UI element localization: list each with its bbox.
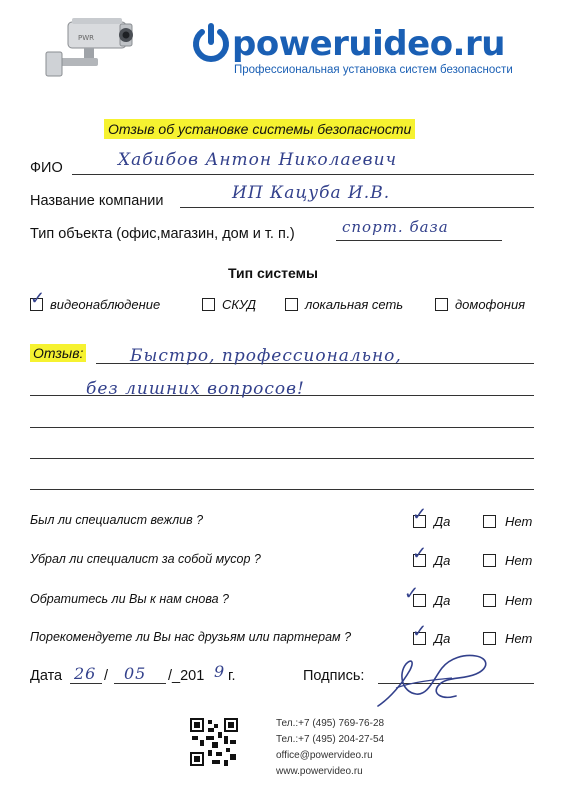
polite-no-label: Нет bbox=[505, 514, 533, 529]
date-label: Дата bbox=[30, 668, 63, 684]
checkbox-polite-no[interactable] bbox=[483, 515, 496, 528]
label-skud: СКУД bbox=[222, 297, 257, 312]
tagline: Профессиональная установка систем безопасности bbox=[234, 64, 513, 76]
label-cctv: видеонаблюдение bbox=[50, 297, 161, 312]
checkbox-cleanup-no[interactable] bbox=[483, 554, 496, 567]
review-text-1[interactable]: Быстро, профессионально, bbox=[130, 346, 402, 366]
question-cleanup: Убрал ли специалист за собой мусор ? bbox=[30, 552, 261, 566]
brand-logo bbox=[190, 22, 505, 66]
cleanup-no-label: Нет bbox=[505, 553, 533, 568]
review-line-3 bbox=[30, 427, 534, 428]
form-title: Отзыв об установке системы безопасности bbox=[104, 119, 415, 139]
signature-scribble[interactable] bbox=[372, 648, 512, 710]
cleanup-yes-label: Да bbox=[434, 553, 451, 568]
company-line bbox=[180, 207, 534, 208]
date-day[interactable]: 26 bbox=[74, 664, 97, 683]
recommend-yes-label: Да bbox=[434, 631, 451, 646]
power-icon bbox=[190, 23, 232, 65]
contact-website[interactable]: www.powervideo.ru bbox=[276, 766, 363, 777]
label-intercom: домофония bbox=[455, 297, 526, 312]
date-sep-2: / bbox=[168, 668, 173, 684]
date-sep-1: / bbox=[104, 668, 109, 684]
label-lan: локальная сеть bbox=[305, 297, 404, 312]
return-no-label: Нет bbox=[505, 593, 533, 608]
checkmark-icon: ✓ bbox=[30, 288, 46, 308]
object-label: Тип объекта (офис,магазин, дом и т. п.) bbox=[30, 226, 295, 242]
date-day-line bbox=[70, 683, 102, 684]
company-label: Название компании bbox=[30, 193, 164, 209]
checkmark-icon: ✓ bbox=[412, 621, 428, 641]
return-yes-label: Да bbox=[434, 593, 451, 608]
system-type-title: Тип системы bbox=[228, 265, 318, 281]
date-month[interactable]: 05 bbox=[124, 664, 147, 683]
company-value[interactable]: ИП Кацуба И.В. bbox=[232, 183, 391, 203]
qr-code-icon bbox=[190, 718, 238, 766]
review-line-5 bbox=[30, 489, 534, 490]
polite-yes-label: Да bbox=[434, 514, 451, 529]
date-suffix: г. bbox=[228, 668, 236, 684]
question-return: Обратитесь ли Вы к нам снова ? bbox=[30, 592, 229, 606]
review-text-2[interactable]: без лишних вопросов! bbox=[86, 379, 305, 399]
cctv-camera-icon bbox=[38, 14, 138, 80]
signature-label: Подпись: bbox=[303, 668, 365, 684]
question-polite: Был ли специалист вежлив ? bbox=[30, 513, 204, 527]
review-line-4 bbox=[30, 458, 534, 459]
checkbox-recommend-no[interactable] bbox=[483, 632, 496, 645]
fio-line bbox=[72, 174, 534, 175]
checkbox-return-no[interactable] bbox=[483, 594, 496, 607]
recommend-no-label: Нет bbox=[505, 631, 533, 646]
svg-text:PWR: PWR bbox=[78, 34, 95, 42]
checkmark-icon: ✓ bbox=[404, 583, 420, 603]
logo-text: poweruideo.ru bbox=[232, 24, 505, 64]
contact-phone-2: Тел.:+7 (495) 204-27-54 bbox=[276, 734, 385, 745]
date-month-line bbox=[114, 683, 166, 684]
object-value[interactable]: спорт. база bbox=[342, 218, 449, 236]
contact-phone-1: Тел.:+7 (495) 769-76-28 bbox=[276, 718, 385, 729]
date-year-digit[interactable]: 9 bbox=[214, 662, 226, 681]
checkbox-skud[interactable] bbox=[202, 298, 215, 311]
contact-email[interactable]: office@powervideo.ru bbox=[276, 750, 373, 761]
checkmark-icon: ✓ bbox=[412, 543, 428, 563]
fio-label: ФИО bbox=[30, 160, 63, 176]
checkmark-icon: ✓ bbox=[412, 504, 428, 524]
checkbox-intercom[interactable] bbox=[435, 298, 448, 311]
object-line bbox=[336, 240, 502, 241]
question-recommend: Порекомендуете ли Вы нас друзьям или партнерам ? bbox=[30, 630, 352, 644]
review-label: Отзыв: bbox=[30, 344, 86, 362]
fio-value[interactable]: Хабибов Антон Николаевич bbox=[118, 150, 398, 170]
checkbox-lan[interactable] bbox=[285, 298, 298, 311]
date-year-prefix: _201 bbox=[172, 668, 205, 684]
